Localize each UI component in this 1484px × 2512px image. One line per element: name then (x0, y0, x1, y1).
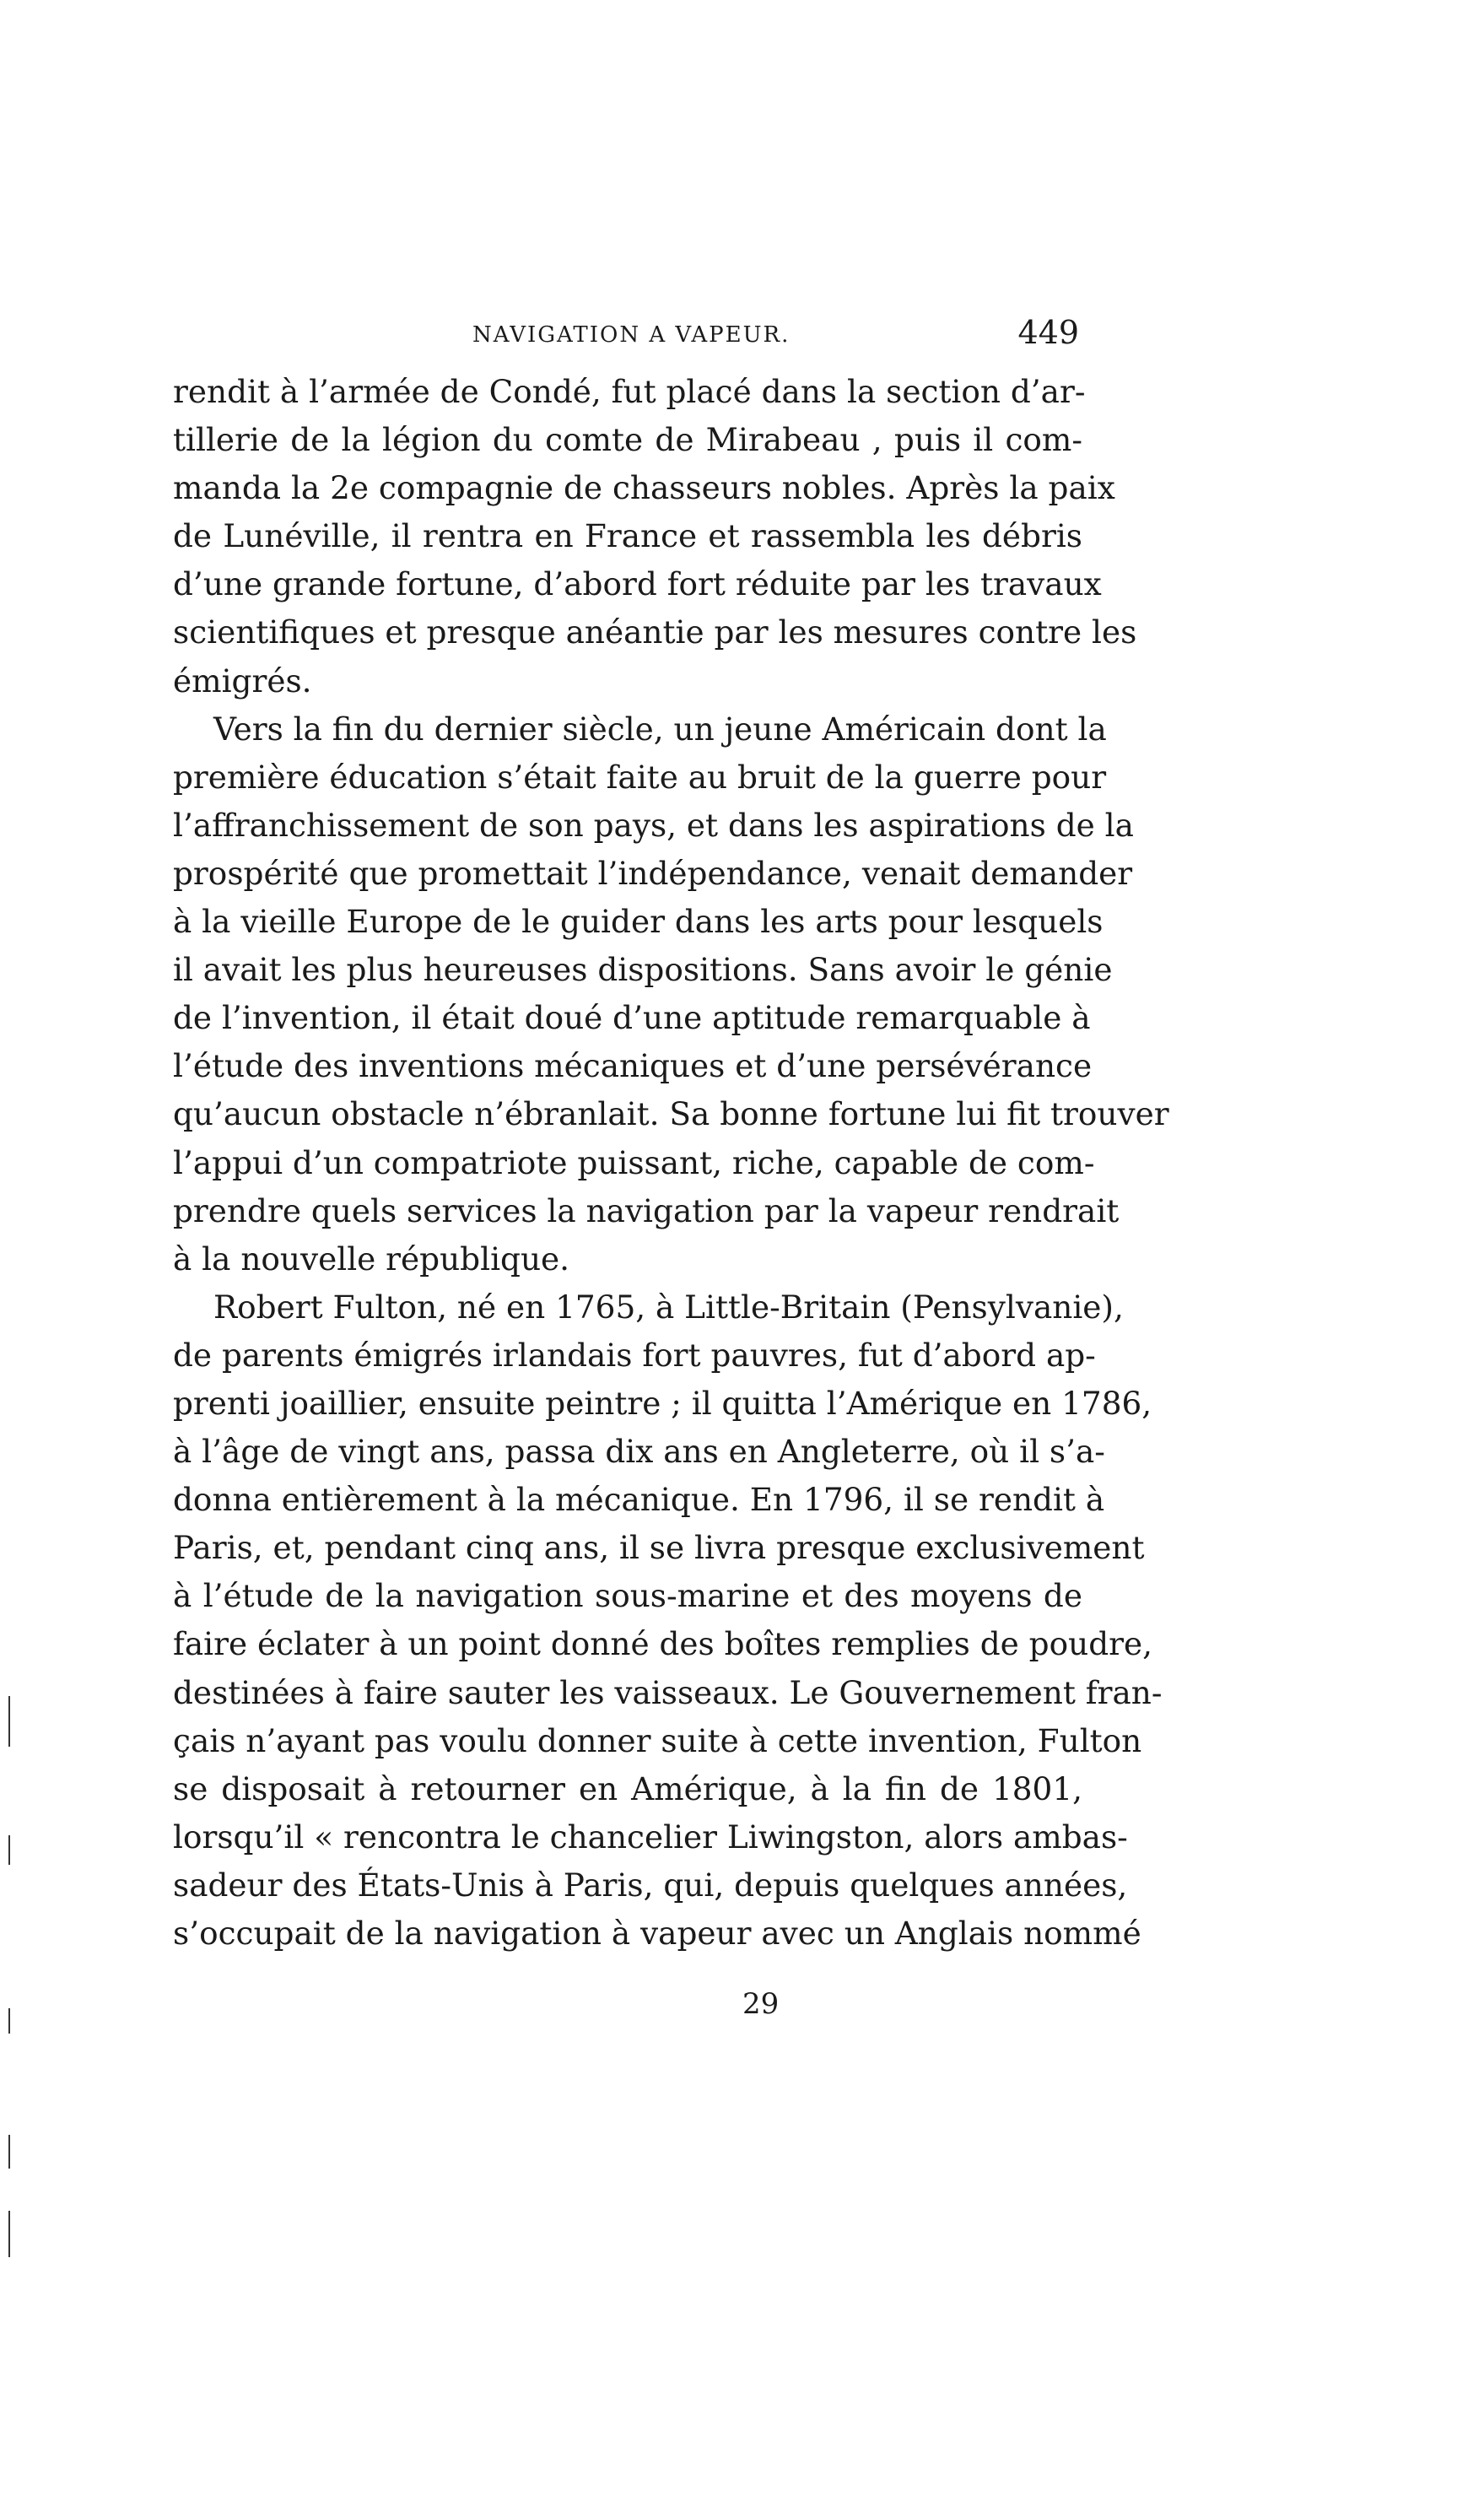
text-line: manda la 2e compagnie de chasseurs nobles. Après la paix (173, 469, 1115, 507)
text-line: prendre quels services la navigation par la vapeur rendrait (173, 1191, 1120, 1229)
text-line: Vers la fin du dernier siècle, un jeune Américain dont la (213, 710, 1107, 748)
text-line: çais n’ayant pas voulu donner suite à cette invention, Fulton (173, 1721, 1142, 1759)
scan-artifact (8, 1835, 10, 1865)
text-line: il avait les plus heureuses dispositions. Sans avoir le génie (173, 951, 1113, 989)
text-line: se disposait à retourner en Amérique, à la fin de 1801, (173, 1769, 1082, 1807)
signature-mark: 29 (742, 1987, 780, 2021)
text-line: de parents émigrés irlandais fort pauvres, fut d’abord ap- (173, 1336, 1096, 1374)
text-line: scientifiques et presque anéantie par les mesures contre les (173, 613, 1137, 651)
text-line: de l’invention, il était doué d’une aptitude remarquable à (173, 999, 1091, 1037)
body-text (173, 368, 1169, 1958)
scan-artifact (8, 2008, 10, 2034)
text-line: sadeur des États-Unis à Paris, qui, depuis quelques années, (173, 1866, 1128, 1904)
text-line: l’affranchissement de son pays, et dans les aspirations de la (173, 806, 1134, 844)
scan-artifact (8, 2135, 10, 2169)
scan-artifact (8, 2211, 10, 2257)
scan-artifact (8, 1696, 10, 1747)
running-title: NAVIGATION A VAPEUR. (472, 322, 791, 348)
text-line: Paris, et, pendant cinq ans, il se livra presque exclusivement (173, 1529, 1145, 1567)
text-line: qu’aucun obstacle n’ébranlait. Sa bonne fortune lui fit trouver (173, 1095, 1169, 1133)
page-number: 449 (1017, 314, 1079, 351)
text-line: à l’âge de vingt ans, passa dix ans en Angleterre, où il s’a- (173, 1433, 1105, 1471)
text-line: émigrés. (173, 662, 312, 700)
text-line: d’une grande fortune, d’abord fort réduite par les travaux (173, 565, 1102, 603)
text-line: donna entièrement à la mécanique. En 1796, il se rendit à (173, 1481, 1105, 1519)
text-line: destinées à faire sauter les vaisseaux. Le Gouvernement fran- (173, 1673, 1163, 1711)
text-line: l’étude des inventions mécaniques et d’une persévérance (173, 1047, 1093, 1085)
text-line: à l’étude de la navigation sous-marine et des moyens de (173, 1577, 1082, 1615)
text-line: l’appui d’un compatriote puissant, riche, capable de com- (173, 1143, 1095, 1181)
book-page (173, 314, 1169, 1958)
text-line: première éducation s’était faite au bruit de la guerre pour (173, 758, 1107, 796)
text-line: lorsqu’il « rencontra le chancelier Liwingston, alors ambas- (173, 1818, 1128, 1856)
text-line: prenti joaillier, ensuite peintre ; il quitta l’Amérique en 1786, (173, 1384, 1152, 1422)
running-head (173, 314, 1082, 368)
text-line: Robert Fulton, né en 1765, à Little-Britain (Pensylvanie), (213, 1288, 1124, 1326)
text-line: tillerie de la légion du comte de Mirabeau , puis il com- (173, 421, 1082, 459)
text-line: à la vieille Europe de le guider dans les arts pour lesquels (173, 903, 1104, 941)
text-line: de Lunéville, il rentra en France et rassembla les débris (173, 517, 1082, 555)
text-line: à la nouvelle république. (173, 1240, 570, 1278)
text-line: rendit à l’armée de Condé, fut placé dans la section d’ar- (173, 373, 1086, 410)
text-line: s’occupait de la navigation à vapeur avec un Anglais nommé (173, 1915, 1141, 1952)
text-line: faire éclater à un point donné des boîtes remplies de poudre, (173, 1625, 1153, 1663)
text-line: prospérité que promettait l’indépendance, venait demander (173, 854, 1133, 892)
